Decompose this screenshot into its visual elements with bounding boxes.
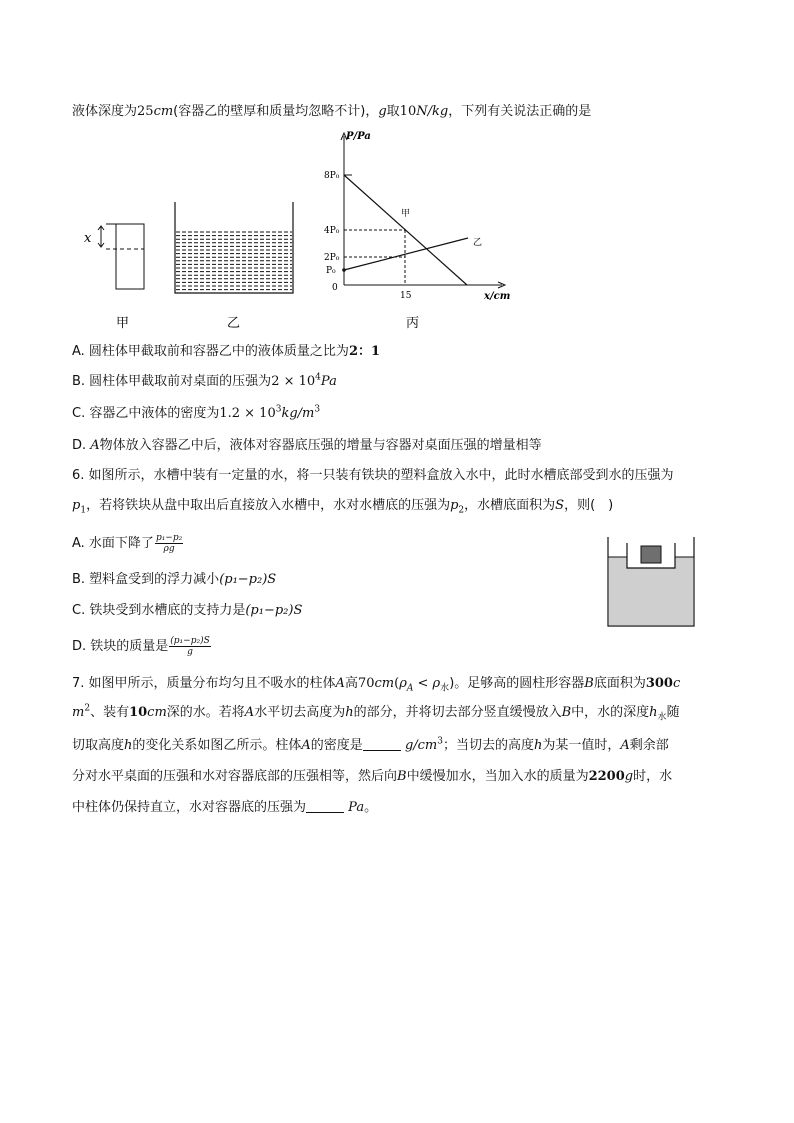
line-label-jia: 甲: [401, 209, 411, 219]
q6-tank-figure: [607, 536, 695, 628]
q5-option-a: A. 圆柱体甲截取前和容器乙中的液体质量之比为2：1: [72, 344, 381, 359]
q6-stem-line1: 6. 如图所示，水槽中装有一定量的水，将一只装有铁块的塑料盒放入水中，此时水槽底部受到水的压强为: [72, 468, 674, 483]
q7-stem-line5: 中柱体仍保持直立，水对容器底的压强为 Pa。: [72, 800, 378, 815]
line-yi: [344, 238, 468, 270]
answer-blank-pressure[interactable]: [306, 800, 344, 813]
tick-8p0: 8P₀: [324, 171, 340, 181]
q6-option-d: D. 铁块的质量是 $\frac{\text{(p₁−p₂)S}}{g}$: [72, 636, 210, 657]
x-marker: x: [84, 231, 92, 246]
figure-yi-container: [175, 202, 293, 293]
y-axis-label: P/Pa: [346, 131, 371, 142]
x-axis-label: x/cm: [484, 291, 511, 302]
q7-stem-line2: $m^2$、装有10cm深的水。若将A水平切去高度为h的部分，并将切去部分竖直缓慢放入B中，水的深度$h_水$随: [72, 703, 680, 723]
q5-option-d: D. A物体放入容器乙中后，液体对容器底压强的增量与容器对桌面压强的增量相等: [72, 438, 542, 453]
figure-jia-cylinder: [84, 224, 144, 289]
q7-stem-line1: 7. 如图甲所示，质量分布均匀且不吸水的柱体A高$70cm(\rho_A < \rho_水)$。足够高的圆柱形容器B底面积为300c: [72, 676, 681, 694]
tick-15: 15: [400, 291, 412, 301]
q5-figures: [70, 128, 530, 333]
figure-bing-graph: [324, 131, 510, 302]
tick-0: 0: [332, 283, 338, 293]
figure-label-bing: 丙: [406, 316, 420, 331]
q6-option-b: B. 塑料盒受到的浮力减小(p₁−p₂)S: [72, 572, 277, 587]
tick-p0: P₀: [326, 266, 336, 276]
q5-option-c: C. 容器乙中液体的密度为$1.2 \times 10^3kg/m^3$: [72, 404, 321, 421]
q7-stem-line3: 切取高度h的变化关系如图乙所示。柱体A的密度是 $g/cm^3$；当切去的高度h为某一值时，A剩余部: [72, 736, 669, 753]
iron-block: [641, 546, 661, 563]
q7-stem-line4: 分对水平桌面的压强和水对容器底部的压强相等，然后向B中缓慢加水，当加入水的质量为2200g时，水: [72, 769, 673, 784]
q6-stem-line2: $p_1$，若将铁块从盘中取出后直接放入水槽中，水对水槽底的压强为$p_2$，水槽底面积为S，则( ): [72, 498, 614, 516]
q6-option-c: C. 铁块受到水槽底的支持力是(p₁−p₂)S: [72, 603, 303, 618]
q6-option-a: A. 水面下降了 $\frac{\text{p₁−p₂}}{\rho g}$: [72, 533, 183, 554]
answer-blank-density[interactable]: [363, 738, 401, 751]
line-jia: [344, 175, 467, 285]
tick-2p0: 2P₀: [324, 253, 340, 263]
figure-label-yi: 乙: [227, 316, 241, 331]
line-label-yi: 乙: [473, 238, 483, 248]
q5-intro-line: 液体深度为25cm(容器乙的壁厚和质量均忽略不计)，g取10N/kg，下列有关说法正确的是: [72, 104, 592, 119]
q5-option-b: B. 圆柱体甲截取前对桌面的压强为$2 \times 10^4Pa$: [72, 372, 337, 389]
tick-4p0: 4P₀: [324, 226, 340, 236]
figure-label-jia: 甲: [116, 316, 130, 331]
